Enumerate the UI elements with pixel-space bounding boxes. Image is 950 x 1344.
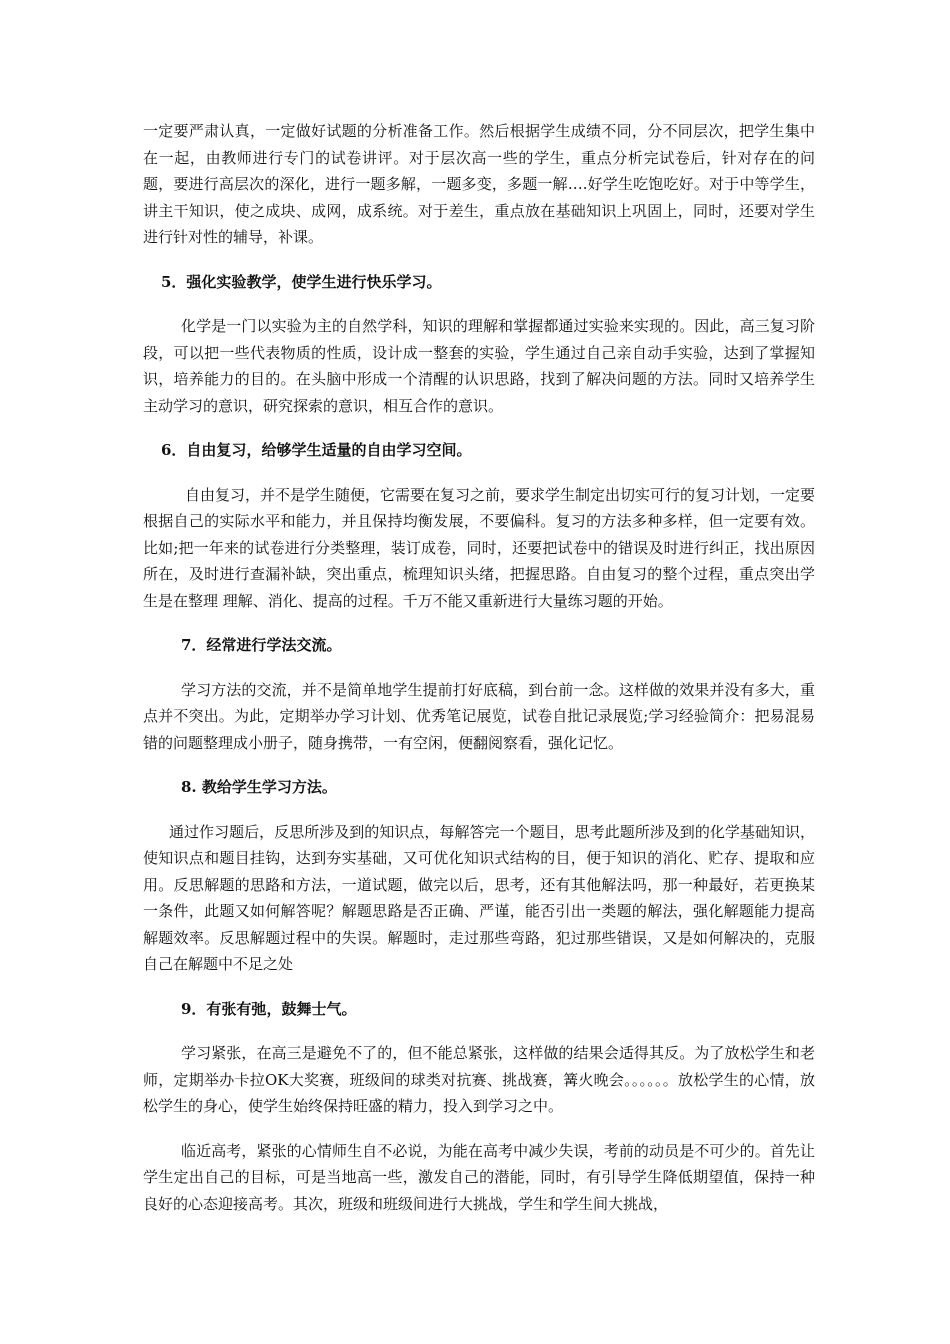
paragraph-10: 临近高考，紧张的心情师生自不必说，为能在高考中减少失误，考前的动员是不可少的。首先让学生定出自己的目标，可是当地高一些，激发自己的潜能，同时，有引导学生降低期望值，保持一种良好的心态迎接高考。其次，班级和班级间进行大挑战，学生和学生间大挑战， bbox=[143, 1141, 815, 1213]
paragraph-8: 通过作习题后，反思所涉及到的知识点，每解答完一个题目，思考此题所涉及到的化学基础知识，使知识点和题目挂钩，达到夯实基础，又可优化知识式结构的目，便于知识的消化、贮存、提取和应用。反思解题的思路和方法，一道试题，做完以后，思考，还有其他解法吗，那一种最好，若更换某一条件，此题又如何解答呢？解题思路是否正确、严谨，能否引出一类题的解法，强化解题能力提高解题效率。反思解题过程中的失误。解题时，走过那些弯路，犯过那些错误，又是如何解决的，克服自己在解题中不足之处 bbox=[143, 822, 815, 973]
paragraph-9: 学习紧张，在高三是避免不了的，但不能总紧张，这样做的结果会适得其反。为了放松学生和老师，定期举办卡拉OK大奖赛，班级间的球类对抗赛、挑战赛，篝火晚会。。。。。。放松学生的心情，放松学生的身心，使学生始终保持旺盛的精力，投入到学习之中。 bbox=[143, 1044, 815, 1115]
heading-8: 8. 教给学生学习方法。 bbox=[181, 778, 337, 796]
heading-7: 7．经常进行学法交流。 bbox=[181, 636, 342, 654]
heading-9: 9．有张有弛，鼓舞士气。 bbox=[181, 999, 357, 1018]
heading-6: 6．自由复习，给够学生适量的自由学习空间。 bbox=[161, 441, 472, 459]
document-page bbox=[143, 118, 815, 1217]
paragraph-6: 自由复习，并不是学生随便，它需要在复习之前，要求学生制定出切实可行的复习计划，一定要根据自己的实际水平和能力，并且保持均衡发展，不要偏科。复习的方法多种多样，但一定要有效。比如;把一年来的试卷进行分类整理，装订成卷，同时，还要把试卷中的错误及时进行纠正，找出原因所在，及时进行查漏补缺，突出重点，梳理知识头绪，把握思路。自由复习的整个过程，重点突出学生是在整理 理解、消化、提高的过程。千万不能又重新进行大量练习题的开始。 bbox=[143, 485, 816, 610]
heading-5: 5．强化实验教学，使学生进行快乐学习。 bbox=[161, 272, 442, 291]
paragraph-5: 化学是一门以实验为主的自然学科，知识的理解和掌握都通过实验来实现的。因此，高三复习阶段，可以把一些代表物质的性质，设计成一整套的实验，学生通过自己亲自动手实验，达到了掌握知识，培养能力的目的。在头脑中形成一个清醒的认识思路，找到了解决问题的方法。同时又培养学生主动学习的意识，研究探索的意识，相互合作的意识。 bbox=[143, 317, 815, 415]
paragraph-intro: 一定要严肃认真，一定做好试题的分析准备工作。然后根据学生成绩不同，分不同层次，把学生集中在一起，由教师进行专门的试卷讲评。对于层次高一些的学生，重点分析完试卷后，针对存在的问题，要进行高层次的深化，进行一题多解，一题多变，多题一解….好学生吃饱吃好。对于中等学生，讲主干知识，使之成块、成网，成系统。对于差生，重点放在基础知识上巩固上，同时，还要对学生进行针对性的辅导，补课。 bbox=[143, 122, 815, 246]
paragraph-7: 学习方法的交流，并不是简单地学生提前打好底稿，到台前一念。这样做的效果并没有多大，重点并不突出。为此，定期举办学习计划、优秀笔记展览，试卷自批记录展览;学习经验简介：把易混易错的问题整理成小册子，随身携带，一有空闲，便翻阅察看，强化记忆。 bbox=[143, 680, 815, 752]
